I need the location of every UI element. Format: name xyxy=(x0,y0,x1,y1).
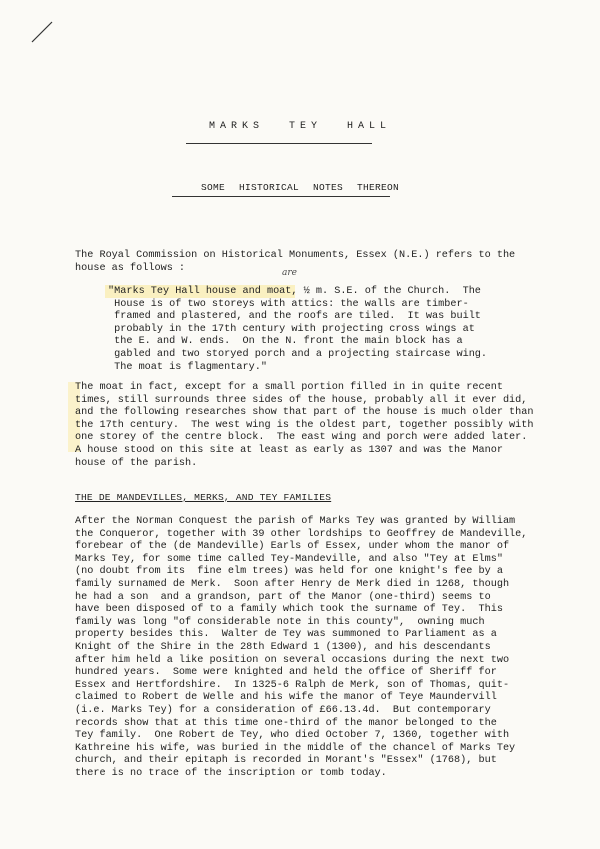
subtitle-underline xyxy=(172,196,390,197)
handwritten-annotation: are xyxy=(282,268,297,278)
commission-quote: "Marks Tey Hall house and moat, ½ m. S.E. of the Church. The House is of two storeys with attics: the walls are timber- framed and plastered, and the roofs are tiled. It was built probably in the 17th century with projecting cross wings at the E. and W. ends. On the N. front the main block has a gabled and two storyed porch and a projecting staircase wing. The moat is flagmentary." xyxy=(108,286,488,373)
pen-stroke-mark xyxy=(30,20,54,44)
moat-paragraph: The moat in fact, except for a small portion filled in in quite recent times, still surrounds three sides of the house, probably all it ever did, and the following researches show that part of the house is much older than the 17th century. The west wing is the oldest part, together possibly with one storey of the centre block. The east wing and porch were added later. A house stood on this site at least as early as 1307 and was the Manor house of the parish. xyxy=(75,382,534,469)
intro-paragraph: The Royal Commission on Historical Monuments, Essex (N.E.) refers to the house as follows : xyxy=(75,250,516,274)
page-title: MARKS TEY HALL xyxy=(208,121,391,132)
title-underline xyxy=(186,143,372,144)
page-subtitle: SOME HISTORICAL NOTES THEREON xyxy=(200,182,400,193)
section-heading: THE DE MANDEVILLES, MERKS, AND TEY FAMILIES xyxy=(75,492,332,503)
families-paragraph: After the Norman Conquest the parish of Marks Tey was granted by William the Conqueror, together with 39 other lordships to Geoffrey de Mandeville, forebear of the (de Mandeville) Earls of Essex, under whom the manor of Marks Tey, for some time called Tey-Mandeville, and also "Tey at Elms" (no doubt from its fine elm trees) was held for one knight's fee by a family surnamed de Merk. Soon after Henry de Merk died in 1268, though he had a son and a grandson, part of the Manor (one-third) seems to have been disposed of to a family which took the surname of Tey. This family was long "of considerable note in this county", owning much property besides this. Walter de Tey was summoned to Parliament as a Knight of the Shire in the 28th Edward 1 (1300), and his descendants after him held a like position on several occasions during the next two hundred years. Some were knighted and held the office of Sheriff for Essex and Hertfordshire. In 1325-6 Ralph de Merk, son of Thomas, quit- claimed to Robert de Welle and his wife the manor of Teye Maundervill (i.e. Marks Tey) for a consideration of £66.13.4d. But contemporary records show that at this time one-third of the manor belonged to the Tey family. One Robert de Tey, who died October 7, 1360, together with Kathreine his wife, was buried in the middle of the chancel of Marks Tey church, and their epitaph is recorded in Morant's "Essex" (1768), but there is no trace of the inscription or tomb today. xyxy=(75,516,528,779)
